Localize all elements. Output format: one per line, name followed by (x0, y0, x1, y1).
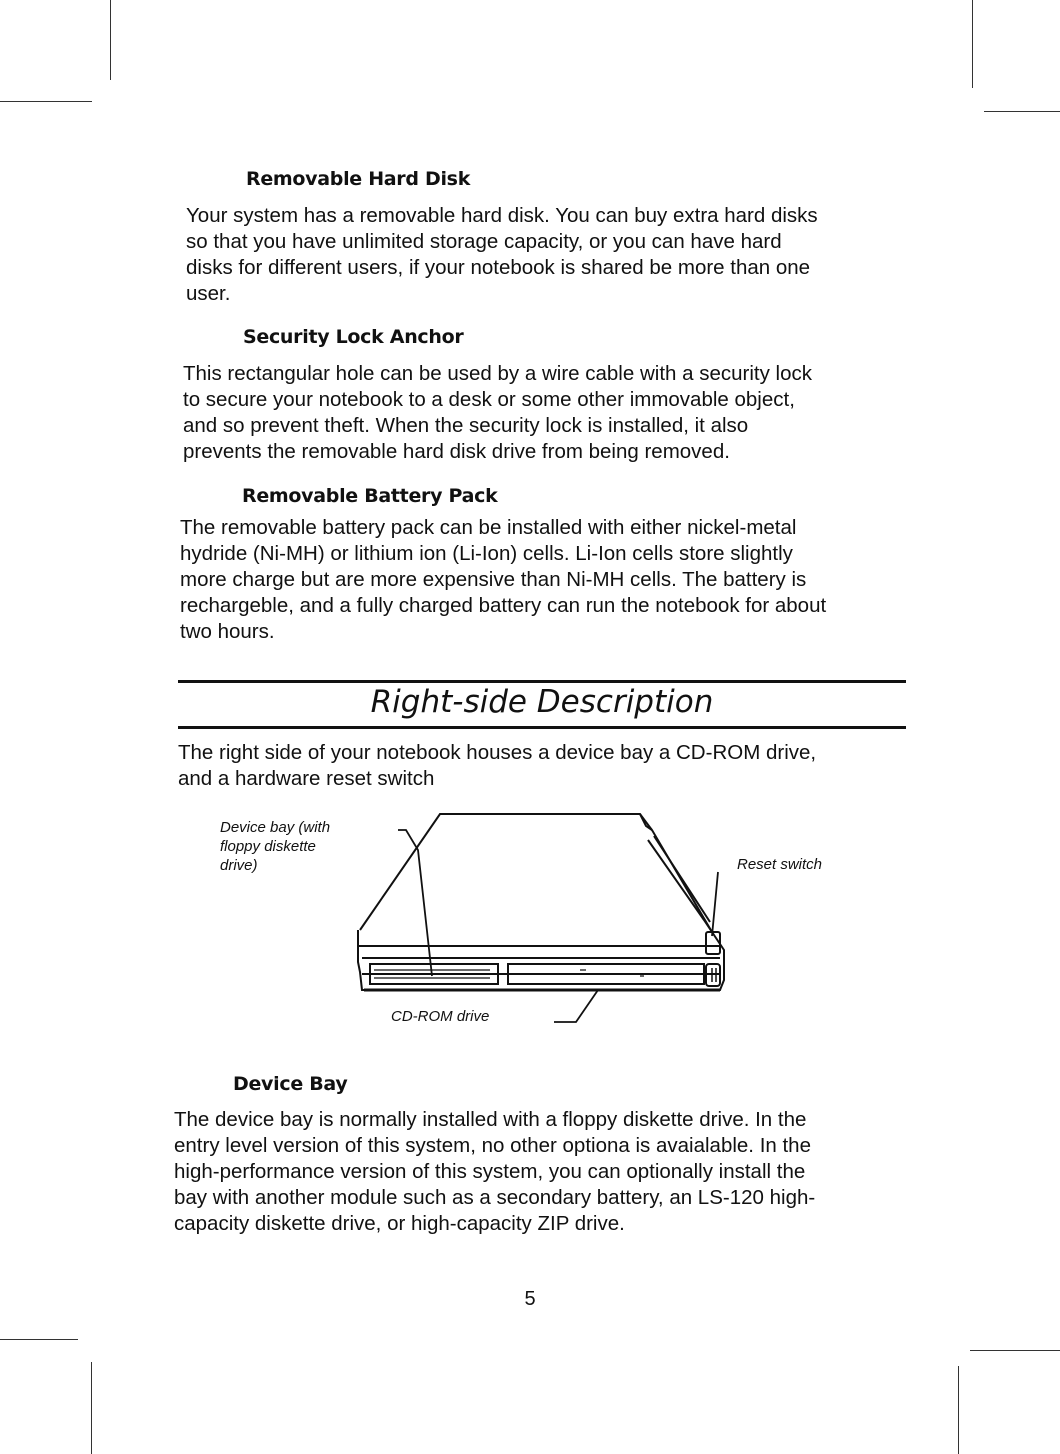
text-line: hydride (Ni-MH) or lithium ion (Li-Ion) cells. Li-Ion cells store slightly (180, 542, 793, 565)
text-line: user. (186, 282, 231, 305)
section-heading: Device Bay (233, 1073, 348, 1095)
text-line: and a hardware reset switch (178, 767, 435, 790)
text-line: capacity diskette drive, or high-capacity ZIP drive. (174, 1212, 625, 1235)
text-line: more charge but are more expensive than Ni-MH cells. The battery is (180, 568, 807, 591)
text-line: This rectangular hole can be used by a wire cable with a security lock (183, 362, 812, 385)
text-line: to secure your notebook to a desk or some other immovable object, (183, 388, 795, 411)
text-line: Your system has a removable hard disk. You can buy extra hard disks (186, 204, 818, 227)
page-number: 5 (524, 1288, 536, 1310)
text-line: disks for different users, if your notebook is shared be more than one (186, 256, 811, 279)
notebook-right-side-illustration (340, 800, 740, 1030)
section-paragraph (174, 1107, 815, 1237)
section-heading: Removable Hard Disk (246, 168, 471, 190)
text-line: so that you have unlimited storage capacity, or you can have hard (186, 230, 782, 253)
crop-mark (110, 0, 111, 80)
crop-mark (0, 101, 92, 102)
device-bay-caption: Device bay (with floppy diskette drive) (220, 819, 331, 874)
crop-mark (0, 1339, 78, 1340)
cdrom-caption: CD-ROM drive (391, 1008, 490, 1025)
crop-mark (972, 0, 973, 88)
crop-mark (984, 111, 1060, 112)
section-heading: Removable Battery Pack (242, 485, 498, 507)
title-rule-top (178, 680, 906, 683)
section-heading: Security Lock Anchor (243, 326, 464, 348)
section-title: Right-side Description (370, 684, 714, 720)
section-paragraph (183, 361, 812, 465)
crop-mark (958, 1366, 959, 1454)
section-paragraph (186, 203, 818, 307)
reset-switch-caption: Reset switch (737, 856, 823, 873)
text-line: The device bay is normally installed with a floppy diskette drive. In the (174, 1108, 807, 1131)
text-line: and so prevent theft. When the security lock is installed, it also (183, 414, 749, 437)
text-line: The right side of your notebook houses a device bay a CD-ROM drive, (178, 741, 817, 764)
text-line: rechargeble, and a fully charged battery can run the notebook for about (180, 594, 827, 617)
text-line: prevents the removable hard disk drive from being removed. (183, 440, 730, 463)
text-line: two hours. (180, 620, 275, 643)
title-rule-bottom (178, 726, 906, 729)
intro-paragraph (178, 740, 816, 792)
text-line: entry level version of this system, no other optiona is avaialable. In the (174, 1134, 811, 1157)
text-line: The removable battery pack can be installed with either nickel-metal (180, 516, 797, 539)
section-paragraph (180, 515, 826, 645)
crop-mark (970, 1350, 1060, 1351)
text-line: bay with another module such as a secondary battery, an LS-120 high- (174, 1186, 816, 1209)
text-line: high-performance version of this system, you can optionally install the (174, 1160, 806, 1183)
crop-mark (91, 1362, 92, 1454)
